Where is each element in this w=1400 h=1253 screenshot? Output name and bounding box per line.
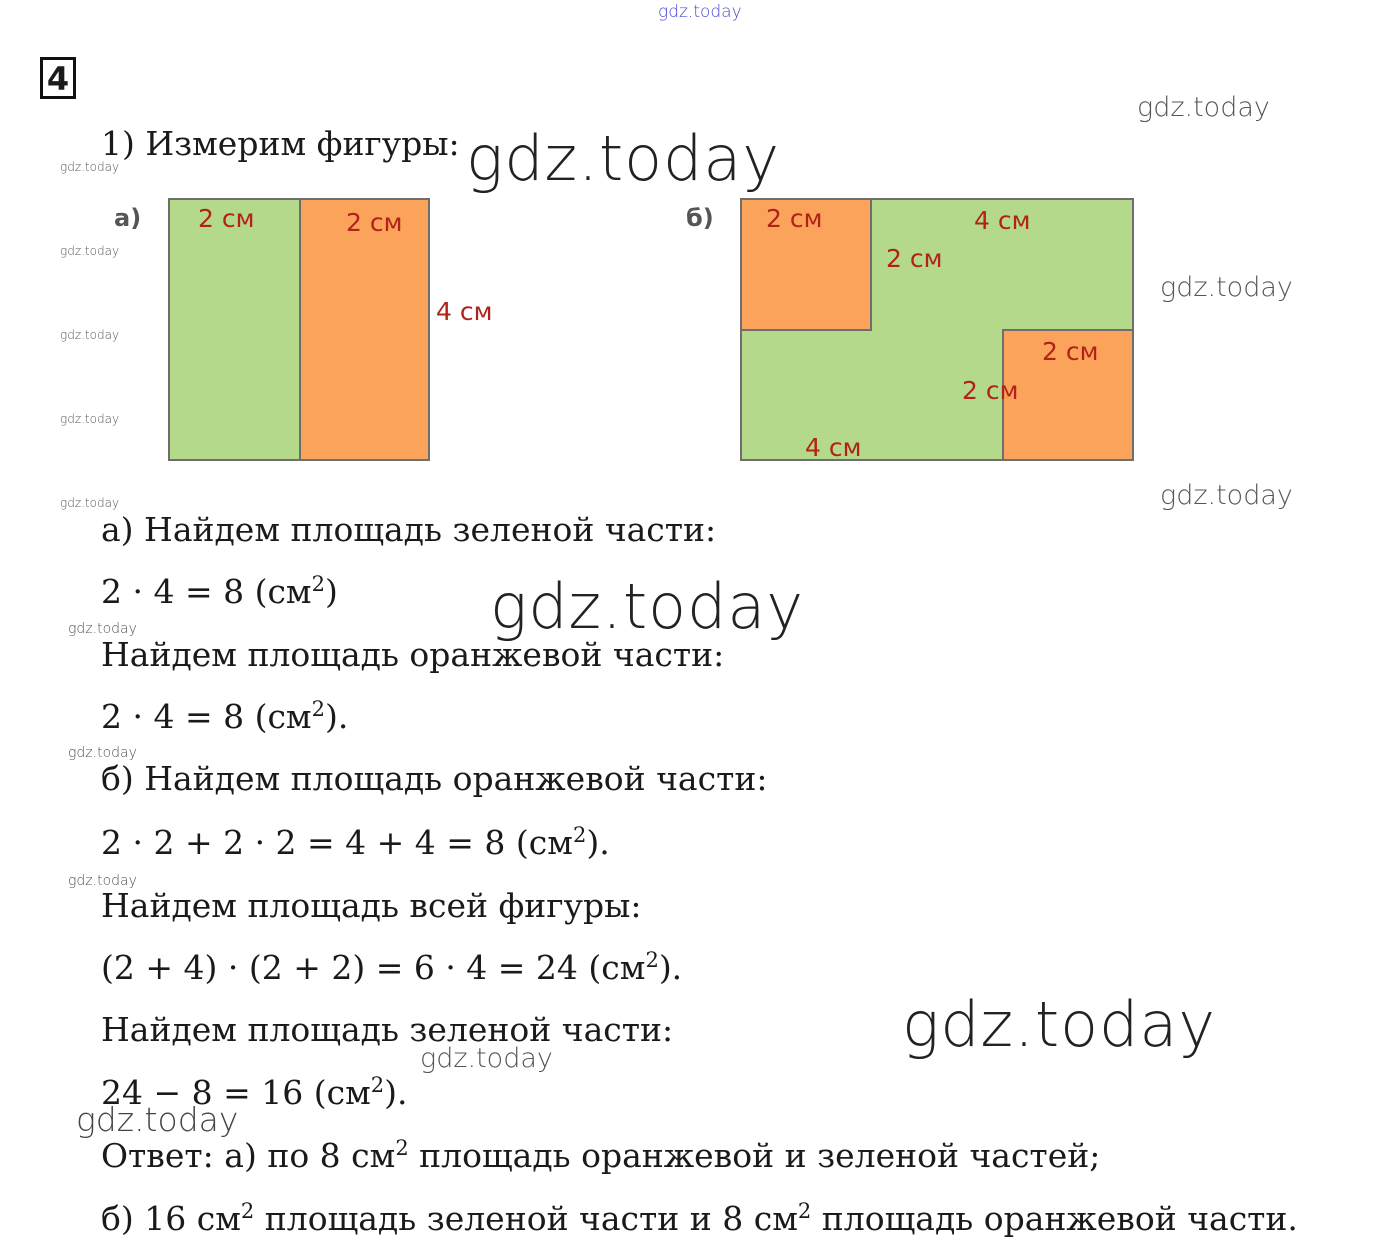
dim-label: 2 см	[766, 204, 823, 233]
solution-line: 2 · 2 + 2 · 2 = 4 + 4 = 8 $(см^2)$.	[101, 823, 610, 862]
solution-line: Найдем площадь зеленой части:	[101, 1010, 674, 1049]
figure-a-label: а)	[114, 204, 142, 232]
dim-label: 2 см	[198, 204, 255, 233]
watermark: gdz.today	[60, 412, 120, 426]
answer-line: Ответ: а) по 8 $см^2$ площадь оранжевой и зеленой частей;	[101, 1136, 1101, 1175]
solution-line: а) Найдем площадь зеленой части:	[101, 510, 717, 549]
watermark: gdz.today	[1137, 92, 1270, 123]
watermark: gdz.today	[60, 496, 120, 510]
dim-label: 4 см	[805, 433, 862, 462]
watermark: gdz.today	[60, 160, 120, 174]
watermark: gdz.today	[420, 1043, 553, 1074]
dim-label: 2 см	[1042, 337, 1099, 366]
watermark: gdz.today	[658, 2, 742, 22]
watermark: gdz.today	[902, 988, 1217, 1061]
watermark: gdz.today	[60, 328, 120, 342]
solution-line: Найдем площадь всей фигуры:	[101, 886, 642, 925]
watermark: gdz.today	[490, 570, 805, 643]
watermark: gdz.today	[466, 122, 781, 195]
watermark: gdz.today	[1160, 480, 1293, 511]
dim-label: 2 см	[962, 376, 1019, 405]
dim-label: 4 см	[436, 297, 493, 326]
dim-label: 4 см	[974, 206, 1031, 235]
task-number: 4	[40, 57, 76, 99]
intro-text: 1) Измерим фигуры:	[101, 124, 460, 163]
watermark: gdz.today	[1160, 272, 1293, 303]
watermark: gdz.today	[68, 745, 137, 761]
solution-line: Найдем площадь оранжевой части:	[101, 635, 725, 674]
watermark: gdz.today	[76, 1100, 239, 1139]
watermark: gdz.today	[68, 621, 137, 637]
solution-line: 2 · 4 = 8 $(см^2)$.	[101, 697, 349, 736]
dim-label: 2 см	[886, 244, 943, 273]
watermark: gdz.today	[60, 244, 120, 258]
watermark: gdz.today	[68, 873, 137, 889]
dim-label: 2 см	[346, 208, 403, 237]
answer-line: б) 16 $см^2$ площадь зеленой части и 8 $см^2$ площадь оранжевой части.	[101, 1199, 1298, 1238]
solution-line: 2 · 4 = 8 $(см^2)$	[101, 572, 338, 611]
solution-line: б) Найдем площадь оранжевой части:	[101, 759, 768, 798]
solution-line: 24 − 8 = 16 $(см^2)$.	[101, 1073, 408, 1112]
figure-a-orange-part	[299, 198, 430, 461]
figure-a-green-part	[168, 198, 301, 461]
figure-b-label: б)	[686, 204, 714, 232]
solution-line: (2 + 4) · (2 + 2) = 6 · 4 = 24 $(см^2)$.	[101, 948, 683, 987]
